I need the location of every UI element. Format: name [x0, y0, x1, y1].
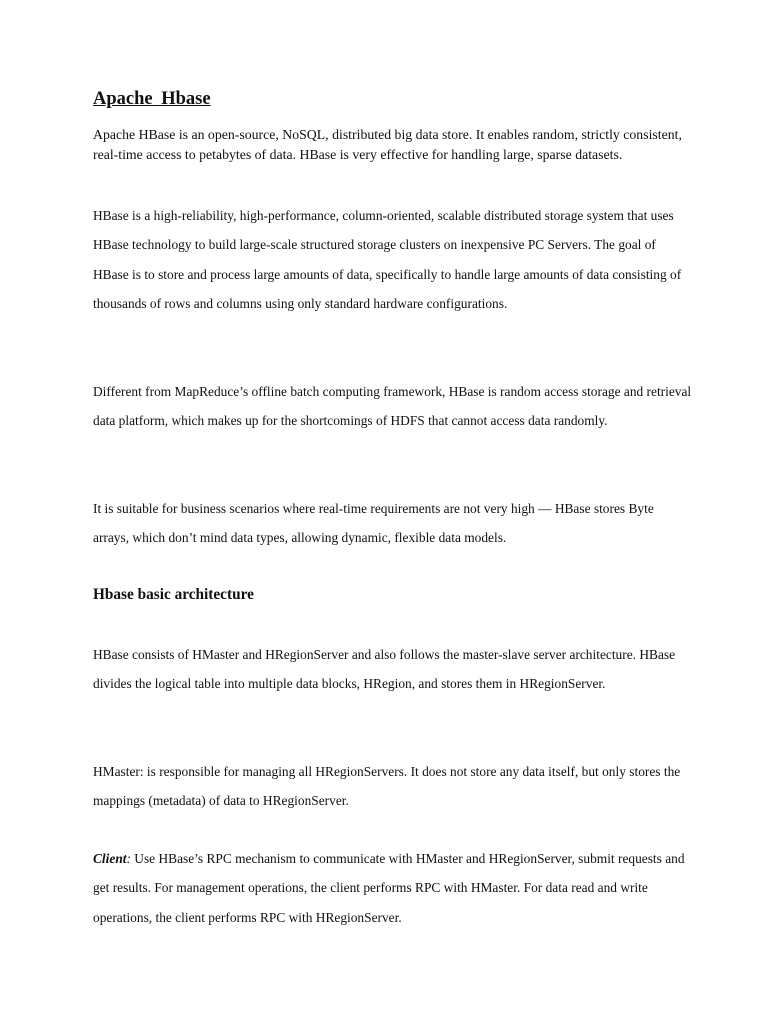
paragraph-hmaster: HMaster: is responsible for managing all HRegionServers. It does not store any data itself, but only stores the mappings (metadata) of data to HRegionServer. — [93, 764, 681, 809]
client-colon: : — [126, 851, 131, 866]
paragraph-architecture: HBase consists of HMaster and HRegionServer and also follows the master-slave server architecture. HBase divides the logical table into multiple data blocks, HRegion, and stores them in HRegionServer. — [93, 647, 676, 692]
document-title: Apache Hbase — [93, 89, 211, 109]
intro-paragraph: Apache HBase is an open-source, NoSQL, distributed big data store. It enables random, strictly consistent, real-time access to petabytes of data. HBase is very effective for handling large, sparse datasets. — [93, 127, 682, 162]
section-heading-architecture: Hbase basic architecture — [93, 586, 254, 603]
client-term: Client — [93, 851, 127, 866]
paragraph-mapreduce-comparison: Different from MapReduce’s offline batch computing framework, HBase is random access storage and retrieval data platform, which makes up for the shortcomings of HDFS that cannot access data randomly. — [93, 384, 692, 429]
paragraph-use-cases: It is suitable for business scenarios where real-time requirements are not very high — HBase stores Byte arrays, which don’t mind data types, allowing dynamic, flexible data models. — [93, 501, 654, 546]
paragraph-hbase-overview: HBase is a high-reliability, high-performance, column-oriented, scalable distributed storage system that uses HBase technology to build large-scale structured storage clusters on inexpensive PC Servers. The goal of HBase is to store and process large amounts of data, specifically to handle large amounts of data consisting of thousands of rows and columns using only standard hardware configurations. — [93, 208, 682, 311]
paragraph-client — [93, 844, 693, 932]
client-description: Use HBase’s RPC mechanism to communicate with HMaster and HRegionServer, submit requests and get results. For management operations, the client performs RPC with HMaster. For data read and write operations, the client performs RPC with HRegionServer. — [93, 851, 685, 925]
